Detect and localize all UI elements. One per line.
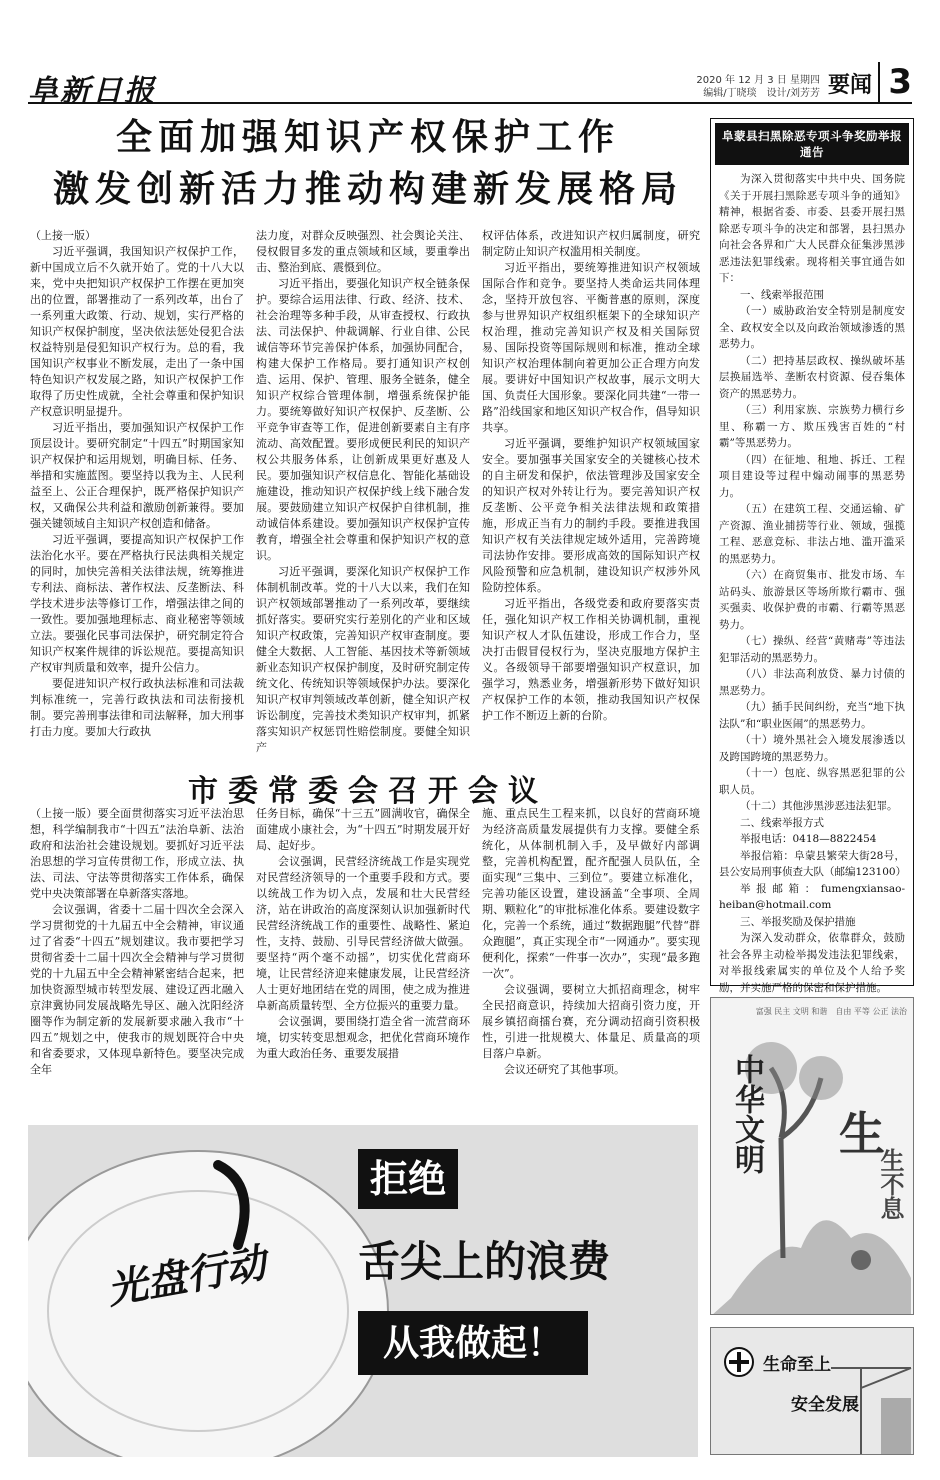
notice-intro: 为深入贯彻落实中共中央、国务院《关于开展扫黑除恶专项斗争的通知》精神，根据省委、市委、县委开展扫黑除恶专项斗争的决定和部署，县扫黑办向社会各界和广大人民群众征集涉黑涉恶违法犯罪线索。现将相关事宜通告如下： xyxy=(719,173,905,284)
article2-headline: 市委常委会召开会议 xyxy=(188,774,548,809)
notice-items xyxy=(719,303,905,815)
paragraph: 任务目标，确保“十三五”圆满收官，确保全面建成小康社会，为“十四五”时期发展开好局、起好步。 xyxy=(256,807,470,852)
notice-item: （九）插手民间纠纷，充当“地下执法队”和“职业医闹”的黑恶势力。 xyxy=(719,701,905,730)
newspaper-logo: 阜新日报 xyxy=(28,74,156,109)
clean-plate-ad xyxy=(28,1125,698,1457)
notice-section-3-title: 三、举报奖励及保护措施 xyxy=(740,915,856,928)
plate-text: 光盘行动 xyxy=(103,1239,270,1314)
notice-item: （十一）包庇、纵容黑恶犯罪的公职人员。 xyxy=(719,767,905,796)
notice-section-2-title: 二、线索举报方式 xyxy=(740,816,824,829)
ad-slogans: 富强 民主 文明 和谐 自由 平等 公正 法治 xyxy=(755,1007,907,1016)
paragraph: 会议强调，要树立大抓招商理念，树牢全民招商意识，持续加大招商引资力度，开展乡镇招商擂台赛，充分调动招商引资积极性，引进一批规模大、体量足、质量高的项目落户阜新。 xyxy=(482,983,700,1060)
issue-date: 2020 年 12 月 3 日 星期四 xyxy=(696,75,820,86)
section-name: 要闻 xyxy=(827,73,872,98)
notice-body xyxy=(711,165,913,1052)
paragraph: 法力度，对群众反映强烈、社会舆论关注、侵权假冒多发的重点领域和区域，要重拳出击、整治到底、震慑到位。 xyxy=(256,229,470,274)
reject-label: 拒绝 xyxy=(358,1149,458,1209)
paragraph: 会议强调，要围绕打造全省一流营商环境，切实转变思想观念，把优化营商环境作为重大政治任务、重要发展措 xyxy=(256,1015,470,1060)
article1-column-1 xyxy=(30,228,244,760)
notice-item: （三）利用家族、宗族势力横行乡里、称霸一方、欺压残害百姓的“村霸”等黑恶势力。 xyxy=(719,404,905,449)
notice-email: 举报邮箱：fumengxiansao-heiban@hotmail.com xyxy=(719,882,905,911)
waste-label: 舌尖上的浪费 xyxy=(358,1237,611,1286)
masthead xyxy=(28,62,912,109)
article1-headline-line2: 激发创新活力推动构建新发展格局 xyxy=(52,168,683,210)
notice-item: （二）把持基层政权、操纵破坏基层换届选举、垄断农村资源、侵吞集体资产的黑恶势力。 xyxy=(719,354,905,400)
notice-phone: 举报电话：0418—8822454 xyxy=(740,833,877,845)
paragraph: 习近平指出，要加强知识产权保护工作顶层设计。要研究制定“十四五”时期国家知识产权保护和运用规划，明确目标、任务、举措和实施蓝图。要坚持以我为主、人民利益至上、公正合理保护，既严格保护知识产权，又确保公共利益和激励创新兼得。要加强关键领域自主知识产权创造和储备。 xyxy=(30,421,244,530)
notice-item: （一）威胁政治安全特别是制度安全、政权安全以及向政治领域渗透的黑恶势力。 xyxy=(719,305,905,350)
paragraph: （上接一版） xyxy=(30,229,96,242)
notice-item: （七）操纵、经营“黄赌毒”等违法犯罪活动的黑恶势力。 xyxy=(719,635,905,664)
dateline xyxy=(696,74,820,100)
paragraph: 习近平指出，各级党委和政府要落实责任，强化知识产权工作相关协调机制，重视知识产权人才队伍建设，形成工作合力，坚决打击假冒侵权行为，坚决克服地方保护主义。各级领导干部要增强知识产权意识，加强学习，熟悉业务，增强新形势下做好知识产权保护工作的本领，推动我国知识产权保护工作不断迈上新的台阶。 xyxy=(482,597,700,722)
paragraph: 要促进知识产权行政执法标准和司法裁判标准统一，完善行政执法和司法衔接机制。要完善刑事法律和司法解释，加大刑事打击力度。要加大行政执 xyxy=(30,677,244,738)
ad-sheng-sub: 生不息 xyxy=(876,1148,905,1220)
notice-panel xyxy=(710,118,914,994)
notice-item: （十二）其他涉黑涉恶违法犯罪。 xyxy=(740,800,898,812)
paragraph: 习近平指出，要强化知识产权全链条保护。要综合运用法律、行政、经济、技术、社会治理等多种手段，从审查授权、行政执法、司法保护、仲裁调解、行业自律、公民诚信等环节完善保护体系，加强协同配合，构建大保护工作格局。要打通知识产权创造、运用、保护、管理、服务全链条，健全知识产权综合管理体制，增强系统保护能力。要统筹做好知识产权保护、反垄断、公平竞争审查等工作，促进创新要素自主有序流动、高效配置。要形成便民利民的知识产权公共服务体系，让创新成果更好惠及人民。要加强知识产权信息化、智能化基础设施建设，推动知识产权保护线上线下融合发展。要鼓励建立知识产权保护自律机制，推动诚信体系建设。要加强知识产权保护宣传教育，增强全社会尊重和保护知识产权的意识。 xyxy=(256,277,470,562)
start-label: 从我做起！ xyxy=(358,1311,588,1375)
ad-sheng: 生 xyxy=(839,1107,885,1161)
paragraph: 权评估体系，改进知识产权归属制度，研究制定防止知识产权滥用相关制度。 xyxy=(482,229,700,258)
notice-item: （六）在商贸集市、批发市场、车站码头、旅游景区等场所欺行霸市、强买强卖、收保护费的市霸、行霸等黑恶势力。 xyxy=(719,569,905,631)
paragraph: 施、重点民生工程来抓，以良好的营商环境为经济高质量发展提供有力支撑。要健全系统化，从体制机制入手，及早做好内部调整，完善机构配置，配齐配强人员队伍，全面实现“三集中、三到位”。要建立标准化，完善功能区设置，建设涵盖“全事项、全周期、颗粒化”的审批标准化体系。要建设数字化，完善一个系统，通过“数据跑腿”代替“群众跑腿”，真正实现全市“一网通办”。要实现便利化，探索“一件事一次办”，实现“最多跑一次”。 xyxy=(482,807,700,980)
notice-letter: 举报信箱：阜蒙县繁荣大街28号，县公安局刑事侦查大队（邮编123100） xyxy=(719,849,907,878)
paragraph: 习近平强调，要维护知识产权领域国家安全。要加强事关国家安全的关键核心技术的自主研发和保护，依法管理涉及国家安全的知识产权对外转让行为。要完善知识产权反垄断、公平竞争相关法律法规和政策措施，形成正当有力的制约手段。要推进我国知识产权有关法律规定域外适用，完善跨境司法协作安排。要形成高效的国际知识产权风险预警和应急机制，建设知识产权涉外风险防控体系。 xyxy=(482,437,700,594)
safety-ad xyxy=(710,1327,914,1455)
article1-column-2 xyxy=(256,228,470,760)
notice-reward: 为深入发动群众，依靠群众，鼓励社会各界主动检举揭发违法犯罪线索，对举报线索属实的单位及个人给予奖励，并实施严格的保密和保护措施。 xyxy=(719,932,905,994)
article2-column-3 xyxy=(482,806,700,1118)
notice-item: （八）非法高利放贷、暴力讨债的黑恶势力。 xyxy=(719,668,905,697)
notice-item: （五）在建筑工程、交通运输、矿产资源、渔业捕捞等行业、领域，强揽工程、恶意竞标、非法占地、滥开滥采的黑恶势力。 xyxy=(719,503,905,565)
notice-item: （十）境外黑社会入境发展渗透以及跨国跨境的黑恶势力。 xyxy=(719,734,905,763)
article2-column-2 xyxy=(256,806,470,1118)
page-number: 3 xyxy=(878,62,912,102)
paragraph: （上接一版）要全面贯彻落实习近平法治思想，科学编制我市“十四五”法治阜新、法治政府和法治社会建设规划。要抓好习近平法治思想的学习宣传贯彻工作，形成立法、执法、司法、守法等贯彻落实工作体系，确保党中央决策部署在阜新落实落地。 xyxy=(30,807,244,900)
ad-civ-text: 中华文明 xyxy=(729,1054,764,1174)
paragraph: 习近平指出，要统筹推进知识产权领域国际合作和竞争。要坚持人类命运共同体理念，坚持开放包容、平衡普惠的原则，深度参与世界知识产权组织框架下的全球知识产权治理，推动完善知识产权及相关国际贸易、国际投资等国际规则和标准，推动全球知识产权治理体制向着更加公正合理方向发展。要讲好中国知识产权故事，展示文明大国、负责任大国形象。要深化同共建“一带一路”沿线国家和地区知识产权合作，倡导知识共享。 xyxy=(482,261,700,434)
notice-section-1-title: 一、线索举报范围 xyxy=(740,288,824,301)
safety-line-2: 安全发展 xyxy=(791,1395,859,1415)
editor-credit: 编辑/丁晓琰 设计/刘芳芳 xyxy=(703,88,820,99)
paragraph: 会议强调，民营经济统战工作是实现党对民营经济领导的一个重要手段和方式。要以统战工作为切入点，发展和壮大民营经济，站在讲政治的高度深刻认识加强新时代民营经济统战工作的重要性、战略性、紧迫性，支持、鼓励、引导民营经济做大做强。要坚持“两个毫不动摇”，切实优化营商环境，让民营经济迎来健康发展，让民营经济人士更好地团结在党的周围，使之成为推进阜新高质量转型、全方位振兴的重要力量。 xyxy=(256,855,470,1012)
article1-column-3 xyxy=(482,228,700,760)
paragraph: 习近平强调，要提高知识产权保护工作法治化水平。要在严格执行民法典相关规定的同时，加快完善相关法律法规，统筹推进专利法、商标法、著作权法、反垄断法、科学技术进步法等修订工作，增强法律之间的一致性。要加强地理标志、商业秘密等领域立法。要强化民事司法保护，研究制定符合知识产权案件规律的诉讼规范。要提高知识产权审判质量和效率，提升公信力。 xyxy=(30,533,244,674)
paragraph: 习近平强调，要深化知识产权保护工作体制机制改革。党的十八大以来，我们在知识产权领域部署推动了一系列改革，要继续抓好落实。要研究实行差别化的产业和区域知识产权政策，完善知识产权审查制度。要健全大数据、人工智能、基因技术等新领域新业态知识产权保护制度，及时研究制定传统文化、传统知识等领域保护办法。要深化知识产权审判领域改革创新，健全知识产权诉讼制度，完善技术类知识产权审判，抓紧落实知识产权惩罚性赔偿制度。要健全知识产 xyxy=(256,565,470,754)
paragraph: 习近平强调，我国知识产权保护工作，新中国成立后不久就开始了。党的十八大以来，党中央把知识产权保护工作摆在更加突出的位置，部署推动了一系列改革，出台了一系列重大政策、行动、规划，实行严格的知识产权保护制度，坚决依法惩处侵犯合法权益特别是侵犯知识产权行为。总的看，我国知识产权事业不断发展，走出了一条中国特色知识产权发展之路，知识产权保护工作取得了历史性成就，全社会尊重和保护知识产权意识明显提升。 xyxy=(30,245,244,418)
paragraph: 会议强调，省委十二届十四次全会深入学习贯彻党的十九届五中全会精神，审议通过了省委“十四五”规划建议。我市要把学习贯彻省委十二届十四次全会精神与学习贯彻党的十九届五中全会精神紧密结合起来，把加快资源型城市转型发展、建设辽西北融入京津冀协同发展战略先导区、融入沈阳经济圈等作为制定新的发展新要求融入我市“十四五”规划之中，使我市的规划既符合中央和省委要求，又体现阜新特色。要坚决完成全年 xyxy=(30,903,244,1076)
notice-item: （四）在征地、租地、拆迁、工程项目建设等过程中煽动闹事的黑恶势力。 xyxy=(719,453,905,499)
civilization-ad xyxy=(710,997,914,1315)
notice-title: 阜蒙县扫黑除恶专项斗争奖励举报通告 xyxy=(715,123,909,165)
article1-headline-line1: 全面加强知识产权保护工作 xyxy=(115,116,620,158)
article2-column-1 xyxy=(30,806,244,1118)
safety-line-1: 生命至上 xyxy=(763,1355,831,1375)
paragraph: 会议还研究了其他事项。 xyxy=(504,1063,625,1076)
